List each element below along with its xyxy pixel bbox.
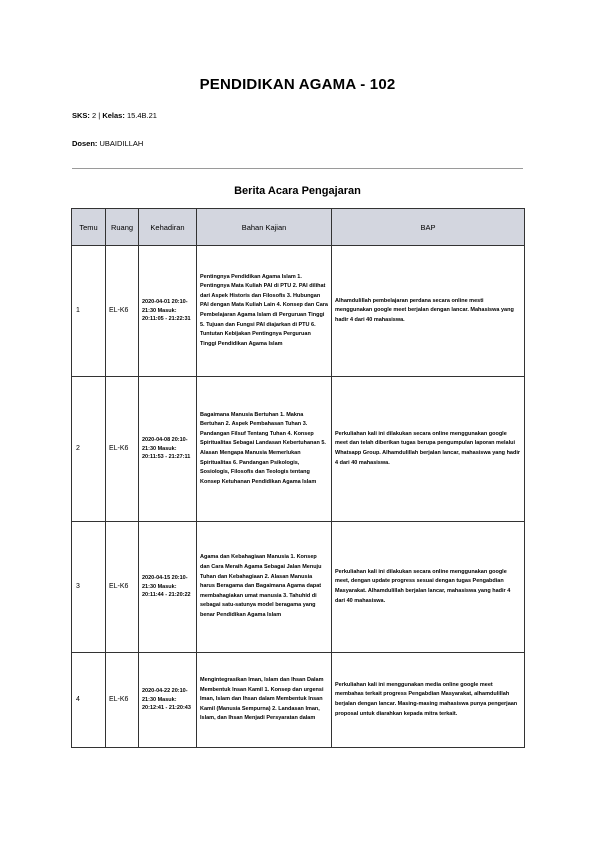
table-row (72, 653, 525, 748)
kehadiran-cell: 2020-04-08 20:10-21:30 Masuk: 20:11:53 - 21:27:11 (139, 377, 197, 522)
course-title: PENDIDIKAN AGAMA - 102 (199, 76, 396, 93)
kelas-value: 15.4B.21 (126, 111, 157, 120)
bahan-kajian-cell: Agama dan Kebahagiaan Manusia 1. Konsep dan Cara Meraih Agama Sebagai Jalan Menuju Tuhan dan Kebahagiaan 2. Alasan Manusia harus Beragama dan Bagaimana Agama dapat membahagiakan umat manusia 3. Tahuhid di sebagai satu-satunya model beragama yang benar Pendidikan Agama Islam (197, 522, 332, 653)
bap-cell: Alhamdulillah pembelajaran perdana secara online mesti menggunakan google meet berjalan dengan lancar. Mahasiswa yang hadir 4 dari 40 mahasiswa. (332, 246, 525, 377)
ruang-cell: EL-K6 (106, 522, 139, 653)
temu-cell: 2 (72, 377, 106, 522)
temu-cell: 1 (72, 246, 106, 377)
bahan-kajian-cell: Bagaimana Manusia Bertuhan 1. Makna Bertuhan 2. Aspek Pembahasan Tuhan 3. Pandangan Filsuf Tentang Tuhan 4. Konsep Spiritualitas Sebagai Landasan Kebertuhanan 5. Alasan Mengapa Manusia Memerlukan Spiritualitas 6. Pandangan Psikologis, Sosiologis, Filosofis dan Teologis tentang Konsep Ketuhanan Pendidikan Agama Islam (197, 377, 332, 522)
kehadiran-cell: 2020-04-22 20:10-21:30 Masuk: 20:12:41 - 21:20:43 (139, 653, 197, 748)
ruang-cell: EL-K6 (106, 377, 139, 522)
dosen-label: Dosen: (72, 139, 98, 148)
course-meta (72, 111, 157, 120)
table-row (72, 377, 525, 522)
ruang-cell: EL-K6 (106, 246, 139, 377)
kehadiran-cell: 2020-04-01 20:10-21:30 Masuk: 20:11:05 - 21:22:31 (139, 246, 197, 377)
column-header-bahan-kajian: Bahan Kajian (197, 209, 332, 246)
column-header-kehadiran: Kehadiran (139, 209, 197, 246)
bap-cell: Perkuliahan kali ini dilakukan secara online menggunakan google meet, dengan update progress sesuai dengan tugas Pengabdian Masyarakat. Alhamdulillah berjalan lancar, mahasiswa yang hadir 4 dari 40 mahasiswa. (332, 522, 525, 653)
temu-cell: 4 (72, 653, 106, 748)
ruang-cell: EL-K6 (106, 653, 139, 748)
table-row (72, 246, 525, 377)
kehadiran-cell: 2020-04-15 20:10-21:30 Masuk: 20:11:44 - 21:20:22 (139, 522, 197, 653)
section-title: Berita Acara Pengajaran (234, 185, 361, 197)
dosen-value: UBAIDILLAH (99, 139, 144, 148)
bahan-kajian-cell: Pentingnya Pendidikan Agama Islam 1. Pentingnya Mata Kuliah PAI di PTU 2. PAI dilihat dari Aspek Historis dan Filosofis 3. Hubungan PAI dengan Mata Kuliah Lain 4. Konsep dan Cara Pembelajaran Agama Islam di Perguruan Tinggi 5. Tujuan dan Fungsi PAI diajarkan di PTU 6. Tuntutan Kebijakan Pentingnya Perguruan Tinggi Pendidikan Agama Islam (197, 246, 332, 377)
column-header-ruang: Ruang (106, 209, 139, 246)
sks-label: SKS: (72, 111, 90, 120)
column-header-bap: BAP (332, 209, 525, 246)
temu-cell: 3 (72, 522, 106, 653)
meta-separator: | (98, 111, 103, 120)
kelas-label: Kelas: (102, 111, 125, 120)
table-header-row (72, 209, 525, 246)
sks-value: 2 (92, 111, 97, 120)
header-divider (72, 168, 523, 169)
table-row (72, 522, 525, 653)
bahan-kajian-cell: Mengintegrasikan Iman, Islam dan Ihsan Dalam Membentuk Insan Kamil 1. Konsep dan urgensi Iman, Islam dan Ihsan dalam Membentuk Insan Kamil (Manusia Sempurna) 2. Landasan Iman, Islam, dan Ihsan Menjadi Persyaratan dalam (197, 653, 332, 748)
teaching-record-table (71, 208, 525, 748)
lecturer-info (72, 139, 143, 148)
column-header-temu: Temu (72, 209, 106, 246)
bap-cell: Perkuliahan kali ini dilakukan secara online menggunakan google meet dan telah diberikan tugas berupa pengumpulan laporan melalui Whatsapp Group. Alhamdulillah berjalan lancar, mahasiswa yang hadir 4 dari 40 mahasiswa. (332, 377, 525, 522)
bap-cell: Perkuliahan kali ini menggunakan media online google meet membahas terkait progress Pengabdian Masyarakat, alhamdulillah berjalan dengan lancar. Masing-masing mahasiswa punya pengerjaan proposal untuk diarahkan kepada mitra terkait. (332, 653, 525, 748)
